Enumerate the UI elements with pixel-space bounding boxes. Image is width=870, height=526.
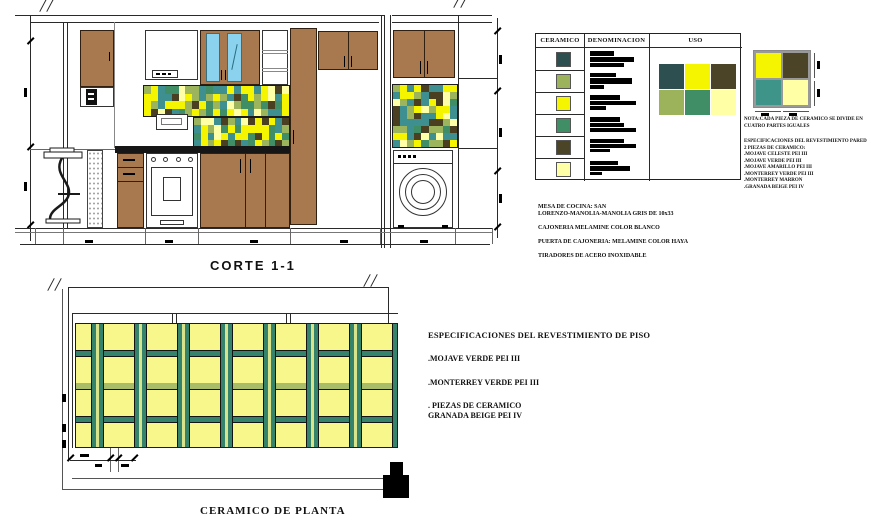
washer-button xyxy=(398,155,401,158)
floor-spec-item: . PIEZAS DE CERAMICO GRANADA BEIGE PEI IV xyxy=(428,401,523,420)
wall-break xyxy=(390,15,391,248)
dim-label xyxy=(95,464,102,467)
dim-extension xyxy=(63,228,64,244)
ceramic-swatch xyxy=(556,52,571,67)
denomination-text-redacted xyxy=(590,161,646,176)
glass-door xyxy=(206,33,220,82)
planta-title: CERAMICO DE PLANTA xyxy=(200,505,346,517)
shelf-line xyxy=(262,50,288,51)
denomination-text-redacted xyxy=(590,73,646,90)
wall-line xyxy=(72,313,73,448)
floor-line xyxy=(15,232,492,233)
row-separator xyxy=(536,92,584,93)
ceramic-swatch xyxy=(556,96,571,111)
wall-break xyxy=(384,15,385,248)
row-separator xyxy=(536,136,584,137)
uso-cell xyxy=(685,64,710,89)
wall-specs-title: ESPECIFICACIONES DEL REVESTIMIENTO PARED xyxy=(744,139,867,144)
drawer-line xyxy=(117,167,144,168)
stove-knob xyxy=(176,157,181,162)
drawer-unit xyxy=(117,153,144,228)
floor-spec-item: .MONTERREY VERDE PEI III xyxy=(428,377,540,387)
microwave xyxy=(86,89,97,105)
floor-specs xyxy=(428,330,663,420)
piece-note: NOTA:CADA PIEZA DE CERAMICO SE DIVIDE EN CUATRO PARTES IGUALES xyxy=(744,117,863,129)
cabinet-handle xyxy=(293,130,294,144)
wall-specs xyxy=(744,139,870,191)
washer-panel-line xyxy=(394,163,452,164)
break-mark xyxy=(54,278,61,291)
dim-extension xyxy=(35,228,36,244)
microwave-slit xyxy=(88,93,94,95)
cabinet-handle xyxy=(225,70,226,80)
dim-label xyxy=(761,113,769,116)
door-split xyxy=(245,153,246,228)
oven-drawer-handle xyxy=(160,220,184,225)
dim-label xyxy=(80,454,89,457)
line-segment xyxy=(459,148,497,149)
dimension-line-left xyxy=(30,15,31,241)
countertop xyxy=(115,146,290,153)
drawer-front-inner xyxy=(161,118,182,125)
washer-button xyxy=(408,155,411,158)
corte-title: CORTE 1-1 xyxy=(210,258,296,273)
dim-label xyxy=(789,113,797,116)
washer-leg xyxy=(442,225,448,228)
dimension-line-bottom xyxy=(20,244,490,245)
denomination-text-redacted xyxy=(590,139,646,153)
dimension-line-right xyxy=(497,18,498,238)
dim-extension xyxy=(290,228,291,244)
drawer-handle xyxy=(123,159,135,161)
floor-spec-item: .MOJAVE VERDE PEI III xyxy=(428,354,521,363)
stove-knob xyxy=(163,157,168,162)
dim-label xyxy=(121,464,129,467)
door-split xyxy=(424,30,425,78)
line-segment xyxy=(459,78,497,79)
dim-label xyxy=(817,61,820,69)
wall-spec-item: .MOJAVE AMARILLO PEI III xyxy=(744,165,812,170)
ceramic-swatch xyxy=(556,140,571,155)
ceramic-swatch xyxy=(556,118,571,133)
backsplash-tiles-right xyxy=(392,84,458,148)
ceramic-legend-table xyxy=(535,33,741,180)
drawer-line xyxy=(117,181,144,182)
cabinet-handle xyxy=(420,61,421,74)
wall-spec-item: .MONTERREY VERDE PEI III xyxy=(744,171,814,177)
bar-stool xyxy=(38,147,88,229)
dim-extension xyxy=(198,228,199,244)
denomination-text-redacted xyxy=(590,95,646,111)
corner-detail xyxy=(390,462,403,475)
cabinet-handle xyxy=(250,159,251,173)
uso-sample-grid xyxy=(659,64,736,115)
wall-spec-item: .MOJAVE VERDE PEI III xyxy=(744,158,802,164)
washer-button xyxy=(413,155,416,158)
microwave-slit xyxy=(88,98,94,100)
wall-specs-items xyxy=(744,152,870,191)
washer-button xyxy=(403,155,406,158)
row-separator xyxy=(536,114,584,115)
piece-cell xyxy=(783,53,808,78)
boundary-line xyxy=(72,478,386,479)
dim-label xyxy=(340,240,348,243)
tall-cabinet xyxy=(290,28,317,225)
wall-line xyxy=(68,287,389,288)
break-mark xyxy=(460,0,467,8)
uso-cell xyxy=(711,64,736,89)
piece-cell xyxy=(756,80,781,105)
shelf-line xyxy=(262,71,288,72)
kitchen-note: CAJONERIA MELAMINE COLOR BLANCO xyxy=(538,225,660,231)
denomination-text-redacted xyxy=(590,117,646,133)
wall-spec-item: .MONTERREY MARRON xyxy=(744,178,803,183)
dim-label xyxy=(499,55,502,64)
stove-knob xyxy=(151,157,156,162)
dim-label xyxy=(420,240,428,243)
cabinet-handle xyxy=(427,61,428,74)
dim-label xyxy=(165,240,173,243)
column xyxy=(87,150,103,228)
hood-button xyxy=(168,73,171,75)
floor-specs-items xyxy=(428,354,663,420)
dim-label xyxy=(499,194,502,203)
dim-label xyxy=(499,128,502,137)
boundary-line xyxy=(62,289,63,490)
stove-knob xyxy=(188,157,193,162)
uso-cell xyxy=(659,90,684,115)
dimension-line xyxy=(70,460,136,461)
kitchen-notes xyxy=(538,204,743,267)
dim-label xyxy=(62,424,66,432)
kitchen-note: MESA DE COCINA: SAN LORENZO-MANOLIA-MANOLIA GRIS DE 10x33 xyxy=(538,204,674,217)
column-separator xyxy=(649,34,650,181)
door-split xyxy=(265,153,266,228)
door-split xyxy=(348,31,349,70)
dim-label xyxy=(24,88,27,97)
dim-label xyxy=(817,89,820,97)
boundary-line xyxy=(62,489,408,490)
drawer-handle xyxy=(123,173,135,175)
uso-cell xyxy=(711,90,736,115)
shelf-line xyxy=(262,53,288,54)
dim-line xyxy=(814,53,815,78)
hood-button xyxy=(156,73,160,75)
legend-rows xyxy=(536,34,649,181)
ceramic-swatch xyxy=(556,74,571,89)
wall-spec-item: .MOJAVE CELESTE PEI III xyxy=(744,152,808,157)
cabinet-handle xyxy=(351,56,352,67)
piece-cell xyxy=(783,80,808,105)
cabinet-handle xyxy=(221,70,222,80)
backsplash-tiles-center xyxy=(193,117,290,148)
col-header-uso: USO xyxy=(688,37,703,44)
dim-line xyxy=(814,81,815,106)
line-segment xyxy=(392,22,492,23)
line-segment xyxy=(30,22,379,23)
col-header-denominacion: DENOMINACION xyxy=(587,37,646,44)
kitchen-note: PUERTA DE CAJONERIA: MELAMINE COLOR HAYA xyxy=(538,239,689,245)
dim-label xyxy=(62,440,66,448)
wall-break xyxy=(381,15,382,248)
open-shelves xyxy=(262,30,288,85)
dim-extension xyxy=(145,228,146,244)
col-header-ceramico: CERAMICO xyxy=(540,37,580,44)
break-mark xyxy=(46,0,53,12)
wall-line xyxy=(72,313,398,314)
row-separator xyxy=(536,70,584,71)
dim-line xyxy=(783,111,809,112)
dim-label xyxy=(85,240,93,243)
uso-cell xyxy=(685,90,710,115)
uso-cell xyxy=(659,64,684,89)
wall-spec-item: .GRANADA BEIGE PEI IV xyxy=(744,184,805,190)
line-segment xyxy=(392,15,492,16)
denomination-text-redacted xyxy=(590,51,646,68)
shelf-line xyxy=(262,68,288,69)
wall-specs-subtitle: 2 PIEZAS DE CERAMICO: xyxy=(744,145,806,151)
washer-leg xyxy=(398,225,404,228)
kitchen-note: TIRADORES DE ACERO INOXIDABLE xyxy=(538,253,647,259)
cabinet-handle xyxy=(344,56,345,67)
washer-door-inner xyxy=(411,180,435,204)
cabinet-handle xyxy=(240,159,241,173)
hood-button xyxy=(162,73,166,75)
dim-line xyxy=(755,111,781,112)
cabinet-handle xyxy=(109,52,110,61)
wall-line xyxy=(68,287,69,459)
line-segment xyxy=(15,15,384,16)
oven-window xyxy=(163,177,181,201)
break-mark xyxy=(370,274,377,287)
dim-label xyxy=(24,182,27,191)
dim-extension xyxy=(380,228,381,244)
floor-tiles xyxy=(75,323,398,448)
backsplash-tiles-left xyxy=(143,85,290,117)
corner-detail xyxy=(383,475,409,498)
dim-label xyxy=(62,394,66,402)
row-separator xyxy=(536,158,584,159)
dim-extension xyxy=(455,228,456,244)
ceramic-piece-diagram xyxy=(753,50,811,108)
dim-label xyxy=(250,240,258,243)
wall-line xyxy=(458,15,459,228)
floor-specs-title: ESPECIFICACIONES DEL REVESTIMIENTO DE PISO xyxy=(428,330,651,340)
line-segment xyxy=(114,22,115,148)
dim-extension xyxy=(492,228,493,244)
ceramic-swatch xyxy=(556,162,571,177)
wall-line xyxy=(388,287,389,324)
piece-cell xyxy=(756,53,781,78)
